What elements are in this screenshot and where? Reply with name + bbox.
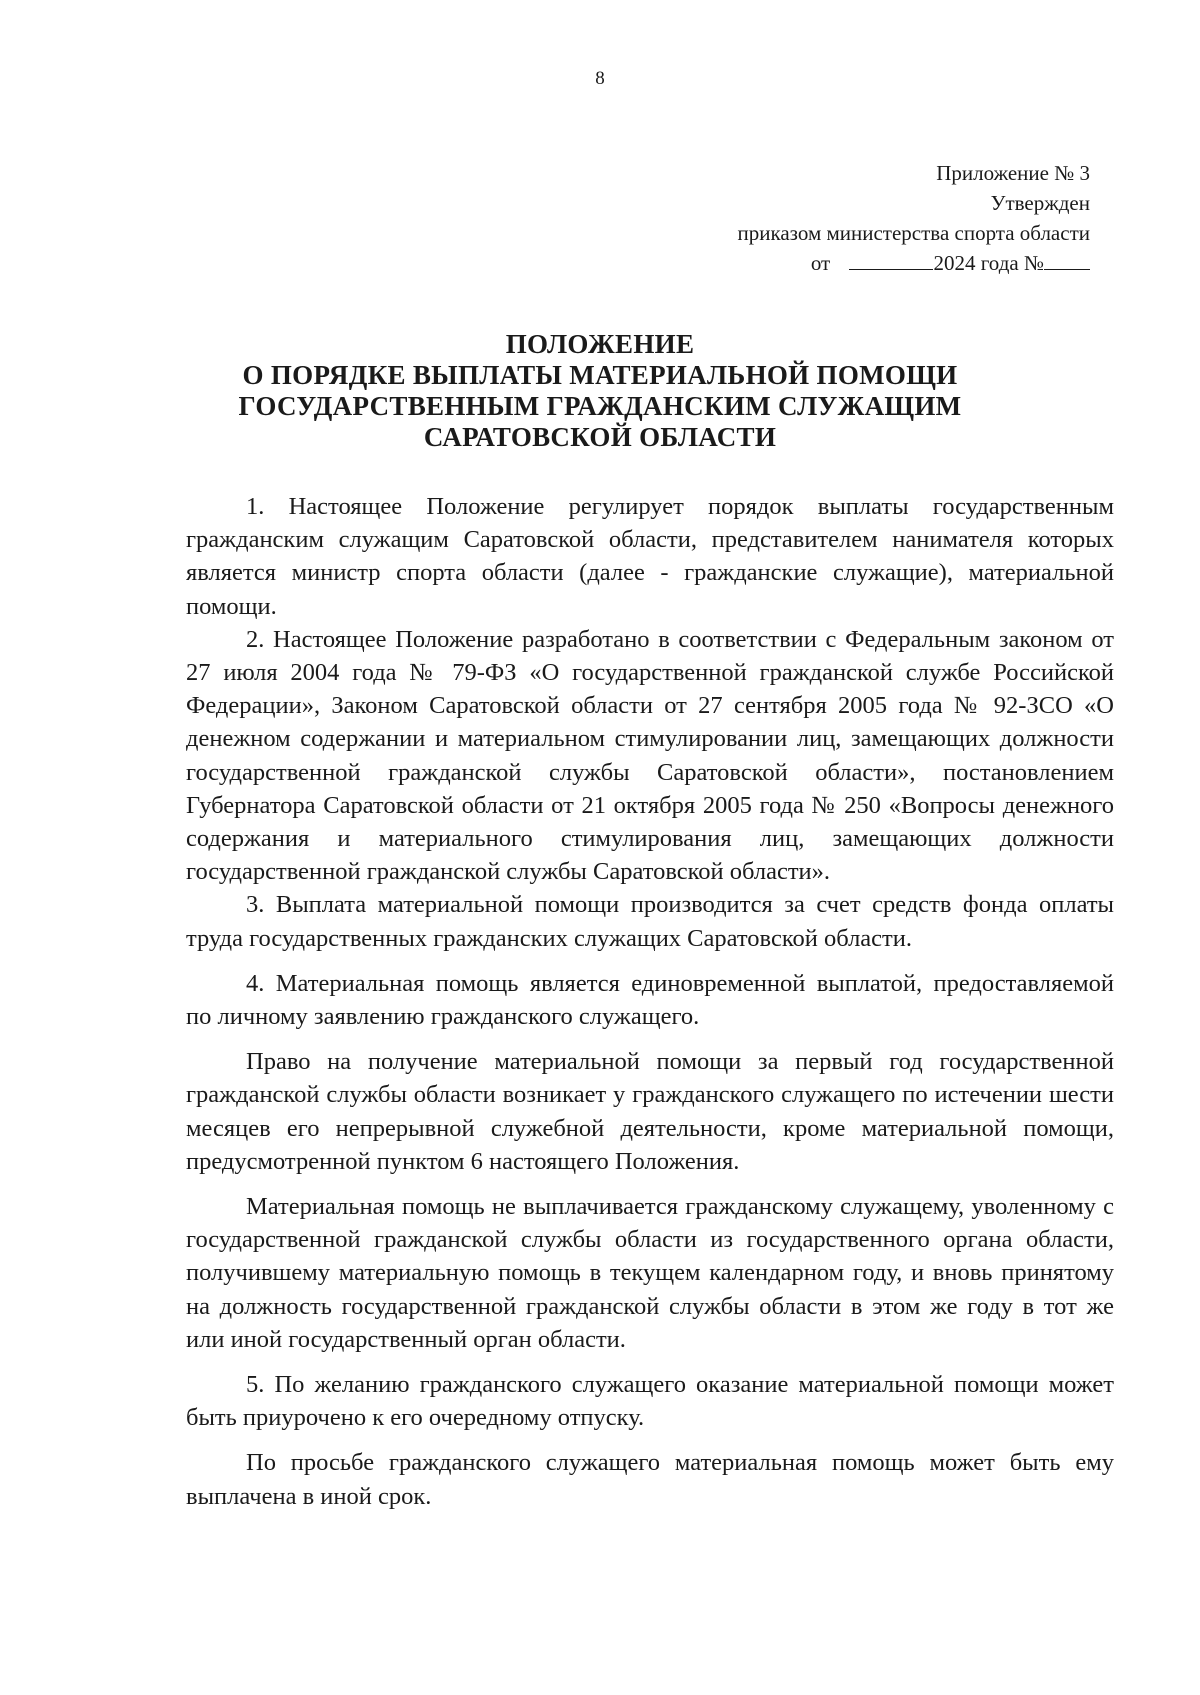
date-suffix: года № xyxy=(980,251,1044,275)
title-line-2: О ПОРЯДКЕ ВЫПЛАТЫ МАТЕРИАЛЬНОЙ ПОМОЩИ xyxy=(242,360,958,390)
title-line-4: САРАТОВСКОЙ ОБЛАСТИ xyxy=(423,422,777,452)
title-line-3: ГОСУДАРСТВЕННЫМ ГРАЖДАНСКИМ СЛУЖАЩИМ xyxy=(238,391,962,421)
order-date-line xyxy=(737,248,1090,278)
title-line-1: ПОЛОЖЕНИЕ xyxy=(505,329,695,359)
date-year: 2024 xyxy=(933,251,976,275)
appendix-label: Приложение № 3 xyxy=(936,161,1090,185)
approved-label: Утвержден xyxy=(990,191,1090,215)
approval-block xyxy=(737,158,1090,278)
paragraph-2: 2. Настоящее Положение разработано в соответствии с Федеральным законом от 27 июля 2004 года № 79-ФЗ «О государственной гражданской службе Российской Федерации», Законом Саратовской области от 27 сентября 2005 года № 92-ЗСО «О денежном содержании и материальном стимулировании лиц, замещающих должности государственной гражданской службы Саратовской области», постановлением Губернатора Саратовской области от 21 октября 2005 года № 250 «Вопросы денежного содержания и материального стимулирования лиц, замещающих должности государственной гражданской службы Саратовской области». xyxy=(186,625,1114,886)
order-label: приказом министерства спорта области xyxy=(737,221,1090,245)
paragraph-1: 1. Настоящее Положение регулирует порядок выплаты государственным гражданским служащим Саратовской области, представителем нанимателя которых является министр спорта области (далее - гражданские служащие), материальной помощи. xyxy=(186,493,1114,620)
page-number: 8 xyxy=(595,68,605,89)
paragraph-4-right: Право на получение материальной помощи за первый год государственной гражданской службы области возникает у гражданского служащего по истечении шести месяцев его непрерывной служебной деятельности, кроме материальной помощи, предусмотренной пунктом 6 настоящего Положения. xyxy=(186,1048,1114,1175)
document-body xyxy=(186,490,1114,1513)
number-blank xyxy=(1044,251,1090,270)
paragraph-4: 4. Материальная помощь является единовременной выплатой, предоставляемой по личному заявлению гражданского служащего. xyxy=(186,969,1114,1031)
paragraph-5: 5. По желанию гражданского служащего оказание материальной помощи может быть приурочено к его очередному отпуску. xyxy=(186,1371,1114,1432)
paragraph-4-exception: Материальная помощь не выплачивается гражданскому служащему, уволенному с государственной гражданской службы области из государственного органа области, получившему материальную помощь в текущем календарном году, и вновь принятому на должность государственной гражданской службы области в этом же году в тот же или иной государственный орган области. xyxy=(186,1193,1114,1353)
document-title xyxy=(0,329,1200,453)
date-prefix: от xyxy=(810,251,831,275)
date-blank xyxy=(849,251,933,270)
paragraph-3: 3. Выплата материальной помощи производится за счет средств фонда оплаты труда государственных гражданских служащих Саратовской области. xyxy=(186,891,1114,952)
paragraph-5-request: По просьбе гражданского служащего материальная помощь может быть ему выплачена в иной срок. xyxy=(186,1449,1114,1510)
